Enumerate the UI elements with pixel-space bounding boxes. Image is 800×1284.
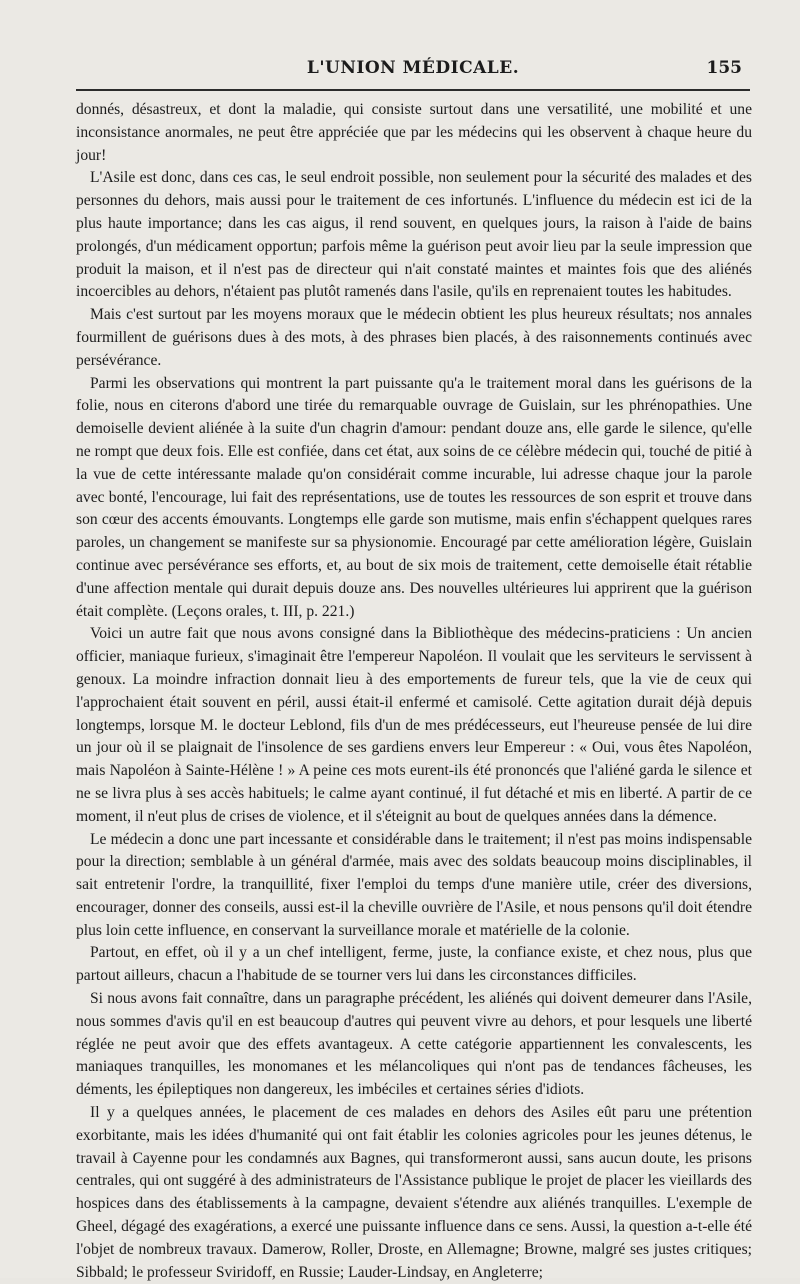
paragraph: Voici un autre fait que nous avons consigné dans la Bibliothèque des médecins-praticiens : Un ancien officier, maniaque furieux, s'imaginait être l'empereur Napoléon. Il voulait que les serviteurs le servissent à genoux. La moindre infraction donnait lieu à des emportements de fureur tels, que la vie de ceux qui l'approchaient était souvent en péril, aussi était-il enfermé et camisolé. Cette agitation durait déjà depuis longtemps, lorsque M. le docteur Leblond, fils d'un de mes prédécesseurs, eut l'heureuse pensée de lui dire un jour où il se plaignait de l'insolence de ses gardiens envers leur Empereur : « Oui, vous êtes Napoléon, mais Napoléon à Sainte-Hélène ! » A peine ces mots eurent-ils été prononcés que l'aliéné garda le silence et ne se livra plus à ses accès habituels; le calme ayant continué, il fut détaché et mis en liberté. A partir de ce moment, il n'eut plus de crises de violence, et il s'éteignit au bout de quelques années dans la démence. xyxy=(76,625,752,825)
paragraph: L'Asile est donc, dans ces cas, le seul endroit possible, non seulement pour la sécurité des malades et des personnes du dehors, mais aussi pour le traitement de ces infortunés. L'influence du médecin est ici de la plus haute importance; dans les cas aigus, il rend souvent, en quelques jours, la raison à l'aide de bains prolongés, d'un médicament opportun; parfois même la guérison peut avoir lieu par la seule impression que produit la maison, et il n'est pas de directeur qui n'ait constaté maintes et maintes fois que des aliénés incoercibles au dehors, n'étaient pas plutôt ramenés dans l'asile, qu'ils en reprenaient toutes les habitudes. xyxy=(76,169,752,301)
paragraph: Il y a quelques années, le placement de ces malades en dehors des Asiles eût paru une prétention exorbitante, mais les idées d'humanité qui ont fait établir les colonies agricoles pour les jeunes détenus, le travail à Cayenne pour les condamnés aux Bagnes, qui transformeront aussi, sans aucun doute, les prisons centrales, qui ont suggéré à des administrateurs de l'Assistance publique le projet de placer les vieillards des hospices dans des établissements à la campagne, devaient s'étendre aux aliénés tranquilles. L'exemple de Gheel, dégagé des exagérations, a exercé une puissante influence dans ce sens. Aussi, la question a-t-elle été l'objet de nombreux travaux. Damerow, Roller, Droste, en Allemagne; Browne, malgré ses justes critiques; Sibbald; le professeur Sviridoff, en Russie; Lauder-Lindsay, en Angleterre; xyxy=(76,1104,752,1281)
paragraph: Le médecin a donc une part incessante et considérable dans le traitement; il n'est pas moins indispensable pour la direction; semblable à un général d'armée, mais avec des soldats beaucoup moins disciplinables, il sait entretenir l'ordre, la tranquillité, fixer l'emploi du temps d'une manière utile, créer des diversions, encourager, donner des conseils, aussi est-il la cheville ouvrière de l'Asile, et nous pensons qu'il doit étendre plus loin cette influence, en conservant la surveillance morale et matérielle de la colonie. xyxy=(76,830,752,939)
journal-title: L'UNION MÉDICALE. xyxy=(306,58,520,78)
page-number: 155 xyxy=(706,58,742,78)
paragraph: Parmi les observations qui montrent la part puissante qu'a le traitement moral dans les guérisons de la folie, nous en citerons d'abord une tirée du remarquable ouvrage de Guislain, sur les phrénopathies. Une demoiselle devient aliénée à la suite d'un chagrin d'amour: pendant douze ans, elle garde le silence, qu'elle ne rompt que deux fois. Elle est confiée, dans cet état, aux soins de ce célèbre médecin qui, touché de pitié à la vue de cette intéressante malade qu'on considérait comme incurable, lui adresse chaque jour la parole avec bonté, l'encourage, lui fait des représentations, use de toutes les ressources de son esprit et trouve dans son cœur des accents émouvants. Longtemps elle garde son mutisme, mais enfin s'échappent quelques rares paroles, un changement se manifeste sur sa physionomie. Encouragé par cette amélioration légère, Guislain continue avec persévérance ses efforts, et, au bout de six mois de traitement, cette demoiselle était rétablie d'une affection mentale qui durait depuis douze ans. Des nouvelles ultérieures lui apprirent que la guérison était complète. (Leçons orales, t. III, p. 221.) xyxy=(76,374,752,620)
paragraph: donnés, désastreux, et dont la maladie, qui consiste surtout dans une versatilité, une mobilité et une inconsistance anormales, ne peut être appréciée que par les médecins qui les observent à chaque heure du jour! xyxy=(76,101,752,164)
header-rule xyxy=(76,89,750,91)
paragraph: Mais c'est surtout par les moyens moraux que le médecin obtient les plus heureux résultats; nos annales fourmillent de guérisons dues à des mots, à des phrases bien placés, à des raisonnements continués avec persévérance. xyxy=(76,306,752,369)
paragraph: Si nous avons fait connaître, dans un paragraphe précédent, les aliénés qui doivent demeurer dans l'Asile, nous sommes d'avis qu'il en est beaucoup d'autres qui peuvent vivre au dehors, et pour lesquels une liberté réglée ne peut avoir que des effets avantageux. A cette catégorie appartiennent les convalescents, les maniaques tranquilles, les monomanes et les mélancoliques qui n'ont pas de tendances fâcheuses, les déments, les épileptiques non dangereux, les imbéciles et certaines séries d'idiots. xyxy=(76,990,752,1099)
paragraph: Partout, en effet, où il y a un chef intelligent, ferme, juste, la confiance existe, et chez nous, plus que partout ailleurs, chacun a l'habitude de se tourner vers lui dans les circonstances difficiles. xyxy=(76,944,752,985)
running-header xyxy=(76,58,750,86)
article-body xyxy=(76,99,752,1284)
